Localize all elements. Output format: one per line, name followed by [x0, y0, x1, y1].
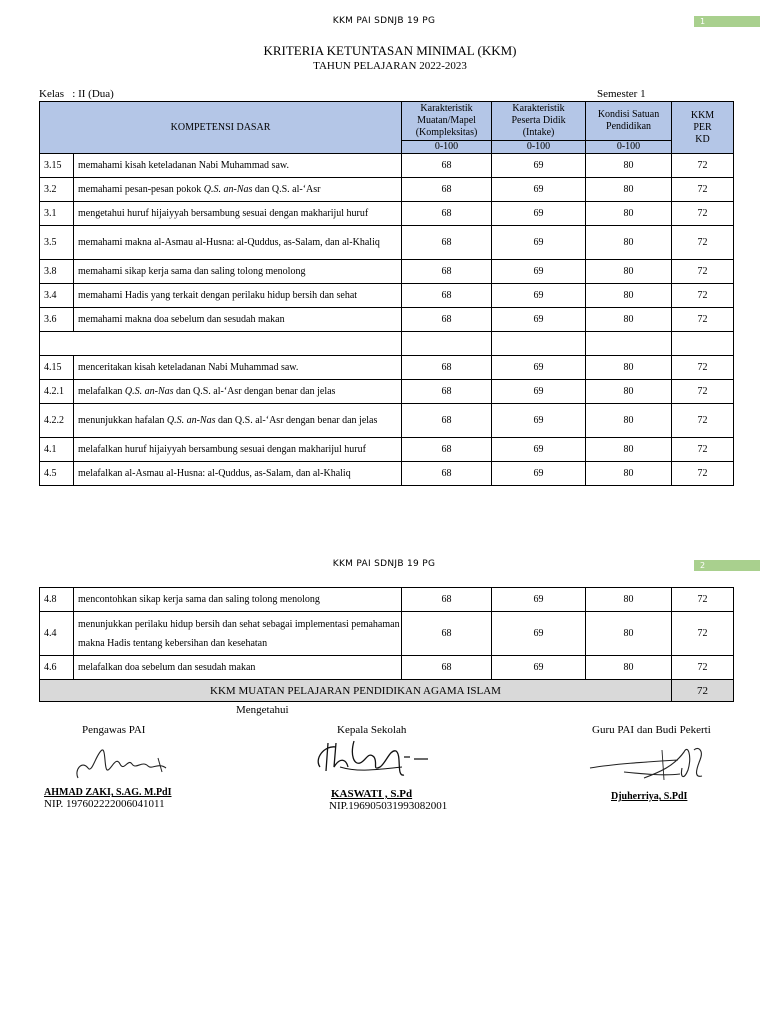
supervisor-name: AHMAD ZAKI, S.AG. M.PdI: [44, 787, 172, 798]
document-subtitle: TAHUN PELAJARAN 2022-2023: [313, 60, 467, 72]
kkm-per-kd-header: KKM PER KD: [672, 102, 734, 154]
kkm-value: 72: [672, 462, 734, 486]
table-row: [40, 462, 734, 486]
kkm-value: 72: [672, 612, 734, 656]
kd-description: menunjukkan perilaku hidup bersih dan sehat sebagai implementasi pemahaman makna Hadis tentang kebersihan dan kesehatan: [74, 612, 402, 656]
kd-description: mencontohkan sikap kerja sama dan saling tolong menolong: [74, 588, 402, 612]
kd-code: 3.4: [40, 284, 74, 308]
table-row: [40, 154, 734, 178]
acknowledged-label: Mengetahui: [236, 704, 289, 716]
intake-value: 69: [492, 380, 586, 404]
kd-description: menceritakan kisah keteladanan Nabi Muhammad saw.: [74, 356, 402, 380]
teacher-signature: [584, 742, 720, 786]
empty-row: [40, 332, 734, 356]
kd-code: 4.15: [40, 356, 74, 380]
condition-value: 80: [586, 154, 672, 178]
complexity-value: 68: [402, 154, 492, 178]
condition-value: 80: [586, 380, 672, 404]
kd-code: 3.8: [40, 260, 74, 284]
principal-signature: [310, 737, 432, 781]
page-number-tab: 1: [694, 16, 760, 27]
intake-value: 69: [492, 356, 586, 380]
semester-label: Semester 1: [597, 88, 646, 100]
kd-description: memahami makna al-Asmau al-Husna: al-Quddus, as-Salam, dan al-Khaliq: [74, 226, 402, 260]
condition-value: 80: [586, 404, 672, 438]
table-row: [40, 656, 734, 680]
complexity-value: 68: [402, 356, 492, 380]
table-row: [40, 356, 734, 380]
condition-value: 80: [586, 202, 672, 226]
complexity-value: 68: [402, 380, 492, 404]
table-row: [40, 178, 734, 202]
kd-code: 4.6: [40, 656, 74, 680]
kkm-value: 72: [672, 380, 734, 404]
table-row: [40, 260, 734, 284]
class-label: Kelas : II (Dua): [39, 88, 114, 100]
complexity-value: 68: [402, 612, 492, 656]
condition-value: 80: [586, 178, 672, 202]
teacher-title: Guru PAI dan Budi Pekerti: [592, 724, 711, 736]
supervisor-nip: NIP. 197602222006041011: [44, 798, 165, 810]
kd-code: 4.8: [40, 588, 74, 612]
kd-code: 3.5: [40, 226, 74, 260]
supervisor-signature: [72, 742, 176, 784]
kd-code: 3.1: [40, 202, 74, 226]
table-row: [40, 284, 734, 308]
total-row: [40, 680, 734, 702]
table-row: [40, 308, 734, 332]
kd-description: melafalkan al-Asmau al-Husna: al-Quddus, as-Salam, dan al-Khaliq: [74, 462, 402, 486]
total-label: KKM MUATAN PELAJARAN PENDIDIKAN AGAMA ISLAM: [40, 680, 672, 702]
kd-description: melafalkan huruf hijaiyyah bersambung sesuai dengan makharijul huruf: [74, 438, 402, 462]
complexity-value: 68: [402, 462, 492, 486]
kd-description: memahami makna doa sebelum dan sesudah makan: [74, 308, 402, 332]
condition-value: 80: [586, 284, 672, 308]
kd-code: 4.4: [40, 612, 74, 656]
intake-value: 69: [492, 202, 586, 226]
intake-value: 69: [492, 404, 586, 438]
kkm-table-continued: [39, 587, 734, 702]
complexity-header: Karakteristik Muatan/Mapel (Kompleksitas): [402, 102, 492, 141]
kd-description: memahami kisah keteladanan Nabi Muhammad saw.: [74, 154, 402, 178]
complexity-value: 68: [402, 202, 492, 226]
kkm-value: 72: [672, 356, 734, 380]
condition-value: 80: [586, 588, 672, 612]
kd-code: 3.2: [40, 178, 74, 202]
intake-value: 69: [492, 588, 586, 612]
condition-value: 80: [586, 226, 672, 260]
kd-code: 3.6: [40, 308, 74, 332]
table-row: [40, 588, 734, 612]
intake-value: 69: [492, 656, 586, 680]
principal-nip: NIP.196905031993082001: [329, 800, 448, 812]
complexity-value: 68: [402, 404, 492, 438]
kd-description: memahami Hadis yang terkait dengan perilaku hidup bersih dan sehat: [74, 284, 402, 308]
complexity-range: 0-100: [402, 141, 492, 154]
intake-value: 69: [492, 260, 586, 284]
intake-value: 69: [492, 462, 586, 486]
kd-description: memahami sikap kerja sama dan saling tolong menolong: [74, 260, 402, 284]
complexity-value: 68: [402, 260, 492, 284]
kkm-value: 72: [672, 438, 734, 462]
complexity-value: 68: [402, 226, 492, 260]
kkm-table: [39, 101, 734, 486]
principal-title: Kepala Sekolah: [337, 724, 407, 736]
kd-code: 4.1: [40, 438, 74, 462]
principal-name: KASWATI , S.Pd: [331, 788, 413, 800]
kkm-value: 72: [672, 154, 734, 178]
kd-description: mengetahui huruf hijaiyyah bersambung sesuai dengan makharijul huruf: [74, 202, 402, 226]
kkm-value: 72: [672, 308, 734, 332]
kd-code: 4.2.2: [40, 404, 74, 438]
condition-value: 80: [586, 308, 672, 332]
page-header: KKM PAI SDNJB 19 PG: [332, 16, 436, 26]
kd-description: melafalkan doa sebelum dan sesudah makan: [74, 656, 402, 680]
condition-value: 80: [586, 260, 672, 284]
condition-value: 80: [586, 462, 672, 486]
kompetensi-dasar-header: KOMPETENSI DASAR: [40, 102, 402, 154]
supervisor-title: Pengawas PAI: [82, 724, 146, 736]
kd-description: menunjukkan hafalan Q.S. an-Nas dan Q.S. al-‘Asr dengan benar dan jelas: [74, 404, 402, 438]
kkm-value: 72: [672, 284, 734, 308]
table-row: [40, 612, 734, 656]
table-row: [40, 438, 734, 462]
complexity-value: 68: [402, 284, 492, 308]
page-header: KKM PAI SDNJB 19 PG: [332, 559, 436, 569]
page-number-tab: 2: [694, 560, 760, 571]
kkm-value: 72: [672, 226, 734, 260]
kd-code: 4.5: [40, 462, 74, 486]
table-row: [40, 404, 734, 438]
kkm-value: 72: [672, 656, 734, 680]
kkm-value: 72: [672, 260, 734, 284]
kd-description: memahami pesan-pesan pokok Q.S. an-Nas dan Q.S. al-‘Asr: [74, 178, 402, 202]
kkm-value: 72: [672, 588, 734, 612]
complexity-value: 68: [402, 656, 492, 680]
table-row: [40, 380, 734, 404]
intake-value: 69: [492, 154, 586, 178]
kd-description: melafalkan Q.S. an-Nas dan Q.S. al-‘Asr dengan benar dan jelas: [74, 380, 402, 404]
complexity-value: 68: [402, 308, 492, 332]
kd-code: 3.15: [40, 154, 74, 178]
intake-header: Karakteristik Peserta Didik (Intake): [492, 102, 586, 141]
teacher-name: Djuherriya, S.PdI: [611, 791, 688, 802]
intake-value: 69: [492, 226, 586, 260]
total-value: 72: [672, 680, 734, 702]
intake-value: 69: [492, 178, 586, 202]
intake-value: 69: [492, 612, 586, 656]
condition-value: 80: [586, 438, 672, 462]
condition-value: 80: [586, 656, 672, 680]
kkm-value: 72: [672, 404, 734, 438]
intake-value: 69: [492, 308, 586, 332]
kd-code: 4.2.1: [40, 380, 74, 404]
kkm-value: 72: [672, 202, 734, 226]
table-row: [40, 202, 734, 226]
document-title: KRITERIA KETUNTASAN MINIMAL (KKM): [263, 43, 517, 58]
complexity-value: 68: [402, 588, 492, 612]
condition-value: 80: [586, 356, 672, 380]
condition-value: 80: [586, 612, 672, 656]
kkm-value: 72: [672, 178, 734, 202]
table-row: [40, 226, 734, 260]
intake-value: 69: [492, 284, 586, 308]
intake-range: 0-100: [492, 141, 586, 154]
condition-range: 0-100: [586, 141, 672, 154]
school-condition-header: Kondisi Satuan Pendidikan: [586, 102, 672, 141]
complexity-value: 68: [402, 438, 492, 462]
complexity-value: 68: [402, 178, 492, 202]
intake-value: 69: [492, 438, 586, 462]
